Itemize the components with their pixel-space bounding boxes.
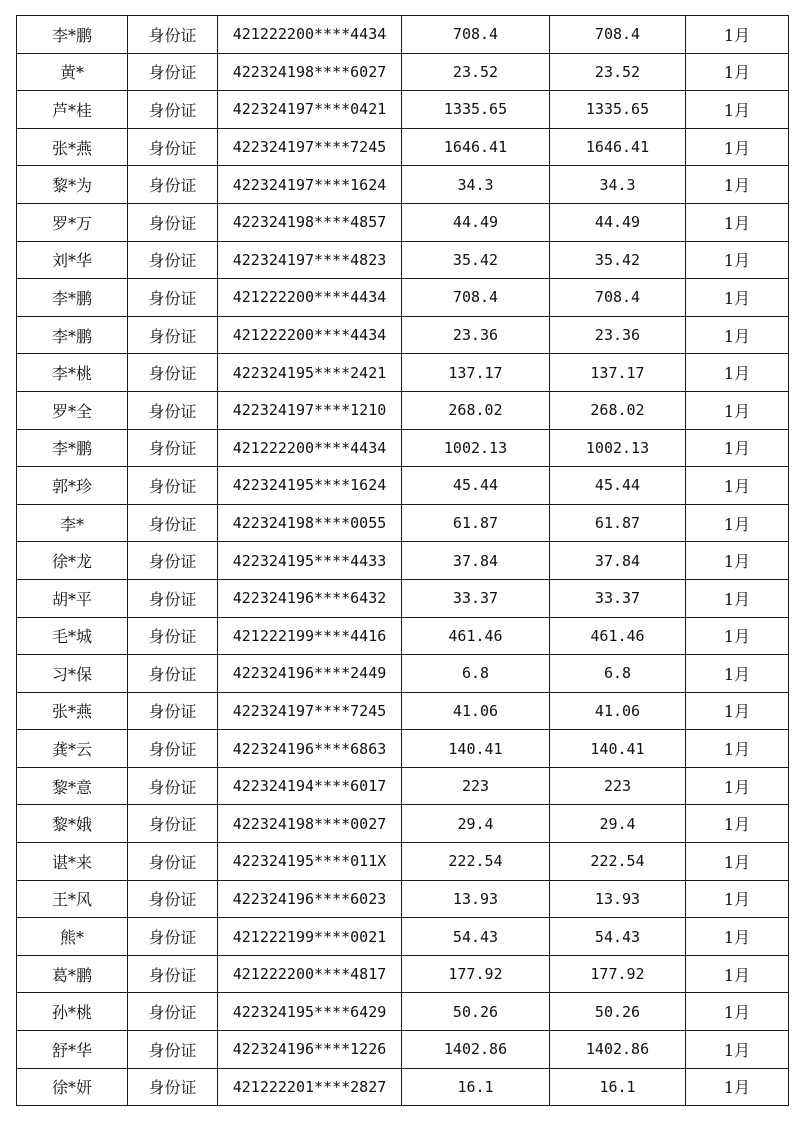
- name-cell: 舒*华: [17, 1031, 128, 1069]
- id-number-cell: 422324196****6023: [218, 880, 402, 918]
- amount-cell: 13.93: [550, 880, 686, 918]
- amount-cell: 34.3: [402, 166, 550, 204]
- id-type-cell: 身份证: [128, 1031, 218, 1069]
- name-cell: 徐*妍: [17, 1068, 128, 1106]
- amount-cell: 1002.13: [550, 429, 686, 467]
- id-number-cell: 422324194****6017: [218, 767, 402, 805]
- name-cell: 习*保: [17, 655, 128, 693]
- id-number-cell: 421222200****4434: [218, 429, 402, 467]
- amount-cell: 34.3: [550, 166, 686, 204]
- name-cell: 龚*云: [17, 730, 128, 768]
- id-type-cell: 身份证: [128, 16, 218, 54]
- amount-cell: 23.36: [550, 316, 686, 354]
- month-cell: 1月: [686, 91, 789, 129]
- table-row: [17, 767, 789, 805]
- amount-cell: 708.4: [402, 279, 550, 317]
- amount-cell: 13.93: [402, 880, 550, 918]
- table-row: [17, 53, 789, 91]
- month-cell: 1月: [686, 993, 789, 1031]
- amount-cell: 140.41: [402, 730, 550, 768]
- name-cell: 黎*娥: [17, 805, 128, 843]
- table-row: [17, 354, 789, 392]
- id-number-cell: 422324197****7245: [218, 128, 402, 166]
- amount-cell: 1002.13: [402, 429, 550, 467]
- id-type-cell: 身份证: [128, 504, 218, 542]
- name-cell: 黎*为: [17, 166, 128, 204]
- amount-cell: 137.17: [550, 354, 686, 392]
- id-number-cell: 421222200****4434: [218, 16, 402, 54]
- amount-cell: 45.44: [402, 467, 550, 505]
- id-type-cell: 身份证: [128, 53, 218, 91]
- id-type-cell: 身份证: [128, 542, 218, 580]
- id-type-cell: 身份证: [128, 579, 218, 617]
- month-cell: 1月: [686, 692, 789, 730]
- name-cell: 郭*珍: [17, 467, 128, 505]
- amount-cell: 44.49: [550, 203, 686, 241]
- table-row: [17, 579, 789, 617]
- id-number-cell: 422324197****1624: [218, 166, 402, 204]
- table-row: [17, 880, 789, 918]
- id-type-cell: 身份证: [128, 1068, 218, 1106]
- amount-cell: 1402.86: [402, 1031, 550, 1069]
- table-row: [17, 843, 789, 881]
- amount-cell: 44.49: [402, 203, 550, 241]
- table-row: [17, 279, 789, 317]
- id-type-cell: 身份证: [128, 767, 218, 805]
- amount-cell: 140.41: [550, 730, 686, 768]
- amount-cell: 23.52: [550, 53, 686, 91]
- table-row: [17, 805, 789, 843]
- month-cell: 1月: [686, 617, 789, 655]
- id-number-cell: 421222200****4434: [218, 279, 402, 317]
- name-cell: 张*燕: [17, 692, 128, 730]
- id-type-cell: 身份证: [128, 391, 218, 429]
- name-cell: 毛*城: [17, 617, 128, 655]
- id-type-cell: 身份证: [128, 279, 218, 317]
- name-cell: 徐*龙: [17, 542, 128, 580]
- id-number-cell: 422324198****4857: [218, 203, 402, 241]
- month-cell: 1月: [686, 955, 789, 993]
- month-cell: 1月: [686, 128, 789, 166]
- month-cell: 1月: [686, 843, 789, 881]
- id-type-cell: 身份证: [128, 918, 218, 956]
- amount-cell: 1335.65: [402, 91, 550, 129]
- amount-cell: 29.4: [550, 805, 686, 843]
- month-cell: 1月: [686, 467, 789, 505]
- id-number-cell: 421222199****0021: [218, 918, 402, 956]
- amount-cell: 223: [550, 767, 686, 805]
- month-cell: 1月: [686, 579, 789, 617]
- table-row: [17, 918, 789, 956]
- id-number-cell: 422324198****0027: [218, 805, 402, 843]
- amount-cell: 54.43: [550, 918, 686, 956]
- amount-cell: 222.54: [550, 843, 686, 881]
- id-number-cell: 422324195****011X: [218, 843, 402, 881]
- name-cell: 李*鹏: [17, 316, 128, 354]
- month-cell: 1月: [686, 166, 789, 204]
- name-cell: 孙*桃: [17, 993, 128, 1031]
- name-cell: 芦*桂: [17, 91, 128, 129]
- amount-cell: 33.37: [402, 579, 550, 617]
- table-row: [17, 128, 789, 166]
- amount-cell: 29.4: [402, 805, 550, 843]
- amount-cell: 45.44: [550, 467, 686, 505]
- name-cell: 罗*万: [17, 203, 128, 241]
- table-row: [17, 241, 789, 279]
- id-number-cell: 422324195****1624: [218, 467, 402, 505]
- amount-cell: 61.87: [550, 504, 686, 542]
- id-type-cell: 身份证: [128, 429, 218, 467]
- month-cell: 1月: [686, 279, 789, 317]
- amount-cell: 41.06: [550, 692, 686, 730]
- amount-cell: 268.02: [550, 391, 686, 429]
- amount-cell: 16.1: [550, 1068, 686, 1106]
- amount-cell: 461.46: [402, 617, 550, 655]
- month-cell: 1月: [686, 504, 789, 542]
- id-type-cell: 身份证: [128, 692, 218, 730]
- id-type-cell: 身份证: [128, 316, 218, 354]
- id-number-cell: 422324197****0421: [218, 91, 402, 129]
- amount-cell: 177.92: [402, 955, 550, 993]
- amount-cell: 223: [402, 767, 550, 805]
- id-number-cell: 421222200****4434: [218, 316, 402, 354]
- name-cell: 李*鹏: [17, 16, 128, 54]
- amount-cell: 137.17: [402, 354, 550, 392]
- id-number-cell: 422324196****6863: [218, 730, 402, 768]
- name-cell: 黄*: [17, 53, 128, 91]
- id-type-cell: 身份证: [128, 91, 218, 129]
- id-type-cell: 身份证: [128, 354, 218, 392]
- amount-cell: 6.8: [550, 655, 686, 693]
- id-number-cell: 422324197****4823: [218, 241, 402, 279]
- amount-cell: 33.37: [550, 579, 686, 617]
- id-type-cell: 身份证: [128, 955, 218, 993]
- month-cell: 1月: [686, 241, 789, 279]
- name-cell: 谌*来: [17, 843, 128, 881]
- table-row: [17, 1068, 789, 1106]
- amount-cell: 708.4: [402, 16, 550, 54]
- table-row: [17, 391, 789, 429]
- amount-cell: 16.1: [402, 1068, 550, 1106]
- amount-cell: 222.54: [402, 843, 550, 881]
- payment-table: [16, 15, 789, 1106]
- amount-cell: 6.8: [402, 655, 550, 693]
- amount-cell: 50.26: [550, 993, 686, 1031]
- id-type-cell: 身份证: [128, 166, 218, 204]
- month-cell: 1月: [686, 655, 789, 693]
- amount-cell: 35.42: [550, 241, 686, 279]
- name-cell: 李*鹏: [17, 279, 128, 317]
- id-type-cell: 身份证: [128, 617, 218, 655]
- id-type-cell: 身份证: [128, 880, 218, 918]
- name-cell: 刘*华: [17, 241, 128, 279]
- name-cell: 李*: [17, 504, 128, 542]
- id-type-cell: 身份证: [128, 993, 218, 1031]
- month-cell: 1月: [686, 1031, 789, 1069]
- table-row: [17, 730, 789, 768]
- month-cell: 1月: [686, 354, 789, 392]
- id-number-cell: 421222200****4817: [218, 955, 402, 993]
- amount-cell: 61.87: [402, 504, 550, 542]
- month-cell: 1月: [686, 880, 789, 918]
- amount-cell: 23.36: [402, 316, 550, 354]
- id-number-cell: 422324195****2421: [218, 354, 402, 392]
- table-row: [17, 316, 789, 354]
- name-cell: 黎*意: [17, 767, 128, 805]
- id-number-cell: 422324196****6432: [218, 579, 402, 617]
- id-number-cell: 422324198****0055: [218, 504, 402, 542]
- table-row: [17, 203, 789, 241]
- amount-cell: 35.42: [402, 241, 550, 279]
- id-type-cell: 身份证: [128, 128, 218, 166]
- amount-cell: 461.46: [550, 617, 686, 655]
- month-cell: 1月: [686, 316, 789, 354]
- table-row: [17, 429, 789, 467]
- id-type-cell: 身份证: [128, 805, 218, 843]
- id-number-cell: 422324195****4433: [218, 542, 402, 580]
- name-cell: 胡*平: [17, 579, 128, 617]
- amount-cell: 23.52: [402, 53, 550, 91]
- amount-cell: 177.92: [550, 955, 686, 993]
- name-cell: 葛*鹏: [17, 955, 128, 993]
- month-cell: 1月: [686, 730, 789, 768]
- amount-cell: 37.84: [550, 542, 686, 580]
- name-cell: 李*桃: [17, 354, 128, 392]
- amount-cell: 1402.86: [550, 1031, 686, 1069]
- name-cell: 熊*: [17, 918, 128, 956]
- id-type-cell: 身份证: [128, 730, 218, 768]
- amount-cell: 708.4: [550, 16, 686, 54]
- id-type-cell: 身份证: [128, 203, 218, 241]
- month-cell: 1月: [686, 429, 789, 467]
- table-row: [17, 91, 789, 129]
- id-type-cell: 身份证: [128, 241, 218, 279]
- id-number-cell: 422324196****1226: [218, 1031, 402, 1069]
- month-cell: 1月: [686, 918, 789, 956]
- table-row: [17, 655, 789, 693]
- table-row: [17, 1031, 789, 1069]
- id-number-cell: 422324197****1210: [218, 391, 402, 429]
- table-row: [17, 955, 789, 993]
- month-cell: 1月: [686, 391, 789, 429]
- month-cell: 1月: [686, 542, 789, 580]
- table-body: [17, 16, 789, 1106]
- month-cell: 1月: [686, 53, 789, 91]
- table-row: [17, 467, 789, 505]
- month-cell: 1月: [686, 203, 789, 241]
- amount-cell: 54.43: [402, 918, 550, 956]
- month-cell: 1月: [686, 767, 789, 805]
- table-row: [17, 504, 789, 542]
- amount-cell: 37.84: [402, 542, 550, 580]
- amount-cell: 50.26: [402, 993, 550, 1031]
- amount-cell: 708.4: [550, 279, 686, 317]
- amount-cell: 41.06: [402, 692, 550, 730]
- table-row: [17, 166, 789, 204]
- name-cell: 罗*全: [17, 391, 128, 429]
- amount-cell: 268.02: [402, 391, 550, 429]
- table-row: [17, 542, 789, 580]
- id-number-cell: 422324198****6027: [218, 53, 402, 91]
- id-number-cell: 421222201****2827: [218, 1068, 402, 1106]
- table-row: [17, 16, 789, 54]
- id-type-cell: 身份证: [128, 655, 218, 693]
- id-type-cell: 身份证: [128, 467, 218, 505]
- month-cell: 1月: [686, 16, 789, 54]
- id-number-cell: 422324195****6429: [218, 993, 402, 1031]
- name-cell: 张*燕: [17, 128, 128, 166]
- table-row: [17, 617, 789, 655]
- id-number-cell: 421222199****4416: [218, 617, 402, 655]
- table-row: [17, 993, 789, 1031]
- amount-cell: 1646.41: [402, 128, 550, 166]
- amount-cell: 1646.41: [550, 128, 686, 166]
- month-cell: 1月: [686, 805, 789, 843]
- name-cell: 李*鹏: [17, 429, 128, 467]
- id-type-cell: 身份证: [128, 843, 218, 881]
- month-cell: 1月: [686, 1068, 789, 1106]
- table-row: [17, 692, 789, 730]
- amount-cell: 1335.65: [550, 91, 686, 129]
- name-cell: 王*风: [17, 880, 128, 918]
- id-number-cell: 422324197****7245: [218, 692, 402, 730]
- id-number-cell: 422324196****2449: [218, 655, 402, 693]
